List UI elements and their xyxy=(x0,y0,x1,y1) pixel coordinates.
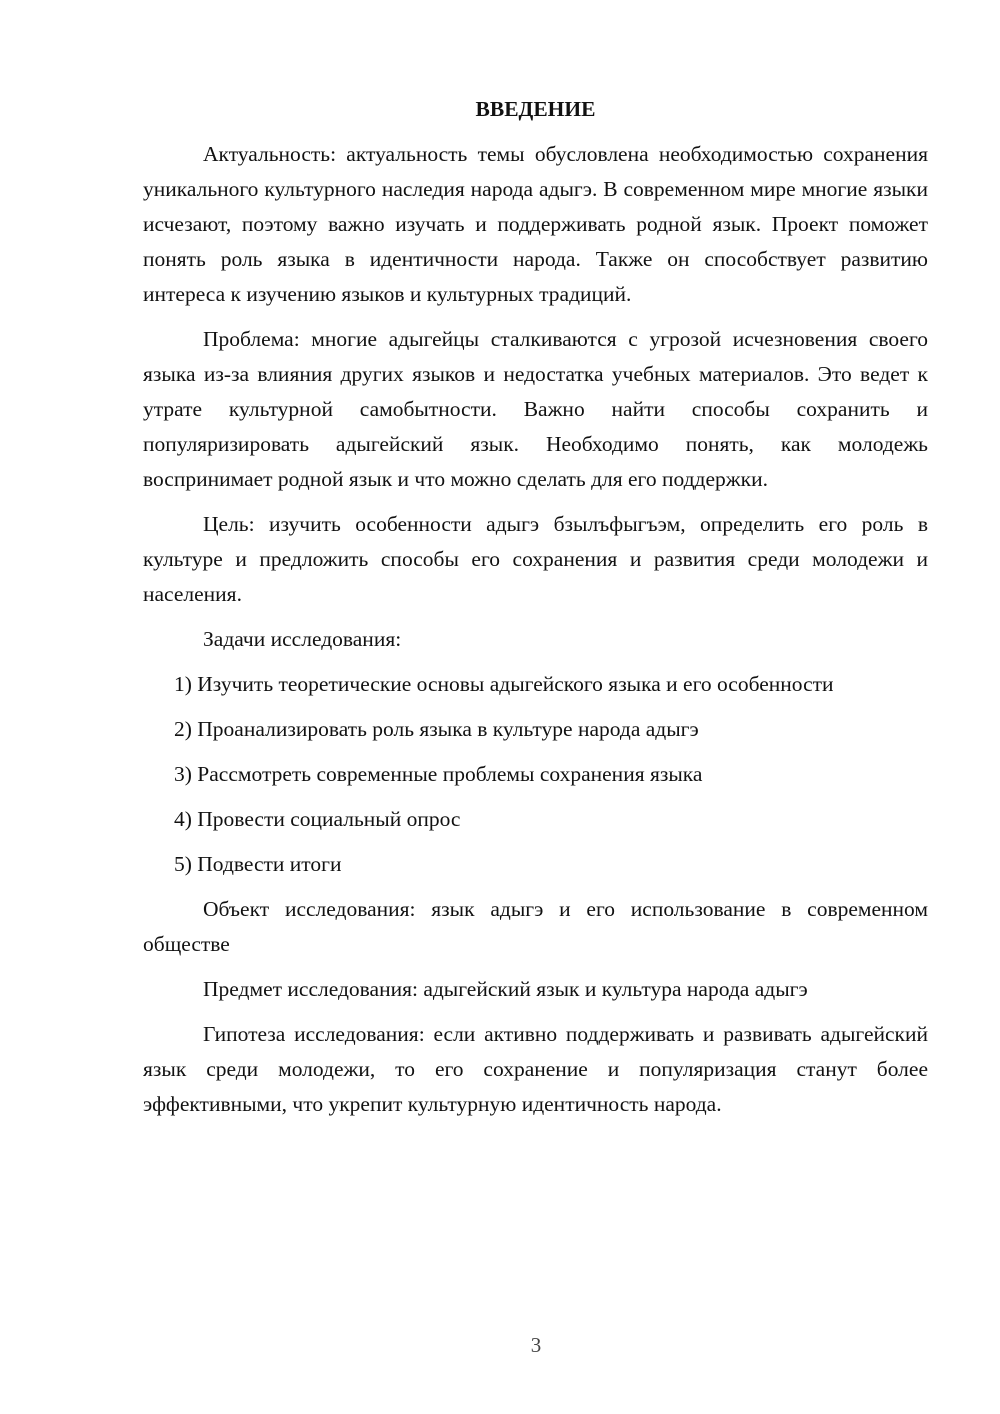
paragraph-problem: Проблема: многие адыгейцы сталкиваются с угрозой исчезновения своего языка из-за влияния других языков и недостатка учебных материалов. Это ведет к утрате культурной самобытности. Важно найти способы сохранить и популяризировать адыгейский язык. Необходимо понять, как молодежь воспринимает родной язык и что можно сделать для его поддержки. xyxy=(143,327,928,491)
paragraph-subject: Предмет исследования: адыгейский язык и культура народа адыгэ xyxy=(203,977,808,1001)
page-content xyxy=(143,92,928,1122)
task-item-2: 2) Проанализировать роль языка в культуре народа адыгэ xyxy=(174,717,699,741)
tasks-list xyxy=(143,667,928,882)
paragraph-object: Объект исследования: язык адыгэ и его использование в современном обществе xyxy=(143,897,928,956)
page-number: 3 xyxy=(530,1333,542,1357)
paragraph-goal: Цель: изучить особенности адыгэ бзылъфыгъэм, определить его роль в культуре и предложить способы его сохранения и развития среди молодежи и населения. xyxy=(143,512,928,606)
task-item-4: 4) Провести социальный опрос xyxy=(174,807,461,831)
page-title: ВВЕДЕНИЕ xyxy=(475,97,596,121)
task-item-3: 3) Рассмотреть современные проблемы сохранения языка xyxy=(174,762,703,786)
tasks-heading: Задачи исследования: xyxy=(203,627,402,651)
paragraph-relevance: Актуальность: актуальность темы обусловлена необходимостью сохранения уникального культурного наследия народа адыгэ. В современном мире многие языки исчезают, поэтому важно изучать и поддерживать родной язык. Проект поможет понять роль языка в идентичности народа. Также он способствует развитию интереса к изучению языков и культурных традиций. xyxy=(143,142,928,306)
paragraph-hypothesis: Гипотеза исследования: если активно поддерживать и развивать адыгейский язык среди молодежи, то его сохранение и популяризация станут более эффективными, что укрепит культурную идентичность народа. xyxy=(143,1022,928,1116)
task-item-1: 1) Изучить теоретические основы адыгейского языка и его особенности xyxy=(174,672,834,696)
task-item-5: 5) Подвести итоги xyxy=(174,852,342,876)
